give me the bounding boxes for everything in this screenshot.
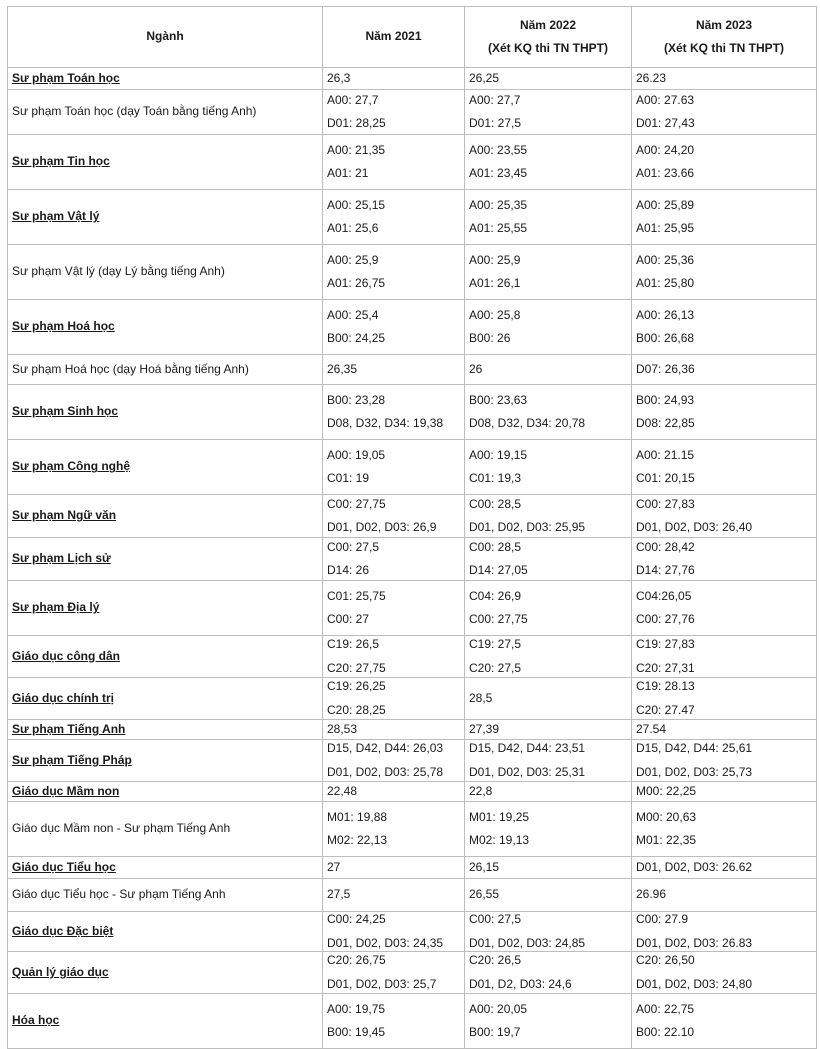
major-name: Sư phạm Tin học (12, 154, 110, 169)
score-value: 27.54 (636, 721, 667, 736)
score-value: D01, D02, D03: 24,35 (327, 935, 444, 950)
score-value: B00: 26 (469, 331, 511, 345)
score-value: A00: 19,75 (327, 1001, 386, 1016)
score-value: A00: 22,75 (636, 1001, 695, 1016)
score-value: A00: 27,7 (327, 92, 379, 107)
score-value: C00: 27,75 (469, 612, 528, 626)
major-name: Sư phạm Ngữ văn (12, 508, 117, 523)
score-value: C19: 27,5 (469, 637, 522, 652)
score-value: D01: 27,5 (469, 116, 522, 130)
score-value: C00: 27,75 (327, 496, 386, 511)
score-cell-y2021 (323, 952, 465, 994)
score-cell-y2021 (323, 912, 465, 952)
score-value: 28,53 (327, 721, 358, 736)
score-cell-y2023 (632, 68, 817, 90)
score-value: C20: 27,75 (327, 660, 386, 675)
major-name: Sư phạm Tiếng Anh (12, 721, 126, 736)
score-value: M01: 19,25 (469, 809, 530, 824)
score-value: C00: 28,5 (469, 539, 522, 554)
major-name: Sư phạm Công nghệ (12, 459, 131, 474)
score-cell-y2022 (465, 678, 632, 720)
score-cell-y2022 (465, 857, 632, 879)
score-cell-y2023 (632, 802, 817, 857)
major-name-cell (8, 90, 323, 135)
score-value: A00: 26,13 (636, 307, 695, 322)
score-value: C20: 27,31 (636, 660, 695, 675)
score-cell-y2023 (632, 720, 817, 740)
score-cell-y2022 (465, 440, 632, 495)
score-value: D01, D02, D03: 24,80 (636, 976, 753, 991)
score-value: D01, D02, D03: 25,78 (327, 764, 444, 779)
score-cell-y2022 (465, 190, 632, 245)
table-row (8, 355, 817, 385)
score-value: D01, D02, D03: 25,31 (469, 764, 586, 779)
score-value: D01, D02, D03: 25,95 (469, 520, 586, 534)
score-value: D01, D02, D03: 25,7 (327, 976, 437, 991)
table-row (8, 90, 817, 135)
score-value: B00: 24,25 (327, 331, 386, 345)
score-cell-y2021 (323, 440, 465, 495)
score-cell-y2023 (632, 300, 817, 355)
score-value: A00: 20,05 (469, 1001, 528, 1016)
score-value: 26,55 (469, 887, 500, 902)
major-name: Sư phạm Lịch sử (12, 551, 111, 566)
score-value: D15, D42, D44: 26,03 (327, 741, 444, 756)
score-value: A00: 21.15 (636, 447, 695, 462)
major-name-cell (8, 581, 323, 636)
score-cell-y2021 (323, 678, 465, 720)
major-name-cell (8, 355, 323, 385)
score-value: B00: 26,68 (636, 331, 695, 345)
score-value: B00: 23,28 (327, 392, 386, 407)
score-cell-y2023 (632, 538, 817, 581)
table-row (8, 782, 817, 802)
score-cell-y2021 (323, 740, 465, 782)
major-name: Sư phạm Địa lý (12, 600, 100, 615)
major-name-cell (8, 440, 323, 495)
score-value: B00: 22.10 (636, 1025, 695, 1039)
score-value: D15, D42, D44: 25,61 (636, 741, 753, 756)
score-cell-y2023 (632, 912, 817, 952)
score-value: D08, D32, D34: 20,78 (469, 416, 586, 430)
score-value: A00: 25,4 (327, 307, 379, 322)
score-value: C00: 27,83 (636, 496, 695, 511)
score-value: B00: 19,7 (469, 1025, 521, 1039)
score-value: C00: 27,5 (327, 539, 380, 554)
score-cell-y2023 (632, 90, 817, 135)
score-cell-y2022 (465, 636, 632, 678)
score-cell-y2021 (323, 879, 465, 912)
table-row (8, 952, 817, 994)
major-name-cell (8, 636, 323, 678)
score-value: 26,35 (327, 361, 358, 376)
major-name: Hóa học (12, 1013, 60, 1028)
table-row (8, 994, 817, 1049)
score-value: C04: 26,9 (469, 588, 522, 603)
score-cell-y2023 (632, 245, 817, 300)
score-cell-y2023 (632, 495, 817, 538)
header-row (8, 7, 817, 68)
major-name: Sư phạm Vật lý (12, 209, 100, 224)
score-value: A00: 25,9 (327, 252, 379, 267)
score-value: M00: 22,25 (636, 783, 697, 798)
score-value: 26 (469, 361, 483, 376)
table-row (8, 495, 817, 538)
major-name-cell (8, 879, 323, 912)
score-value: A01: 23.66 (636, 166, 695, 180)
major-name-cell (8, 740, 323, 782)
table-row (8, 720, 817, 740)
score-value: C19: 26,5 (327, 637, 380, 652)
score-value: 27,39 (469, 721, 500, 736)
score-value: C04:26,05 (636, 588, 692, 603)
score-value: A01: 21 (327, 166, 369, 180)
major-name-cell (8, 782, 323, 802)
score-cell-y2022 (465, 385, 632, 440)
score-value: 26.96 (636, 887, 667, 902)
score-value: C00: 27,76 (636, 612, 695, 626)
major-name-cell (8, 912, 323, 952)
major-name-cell (8, 952, 323, 994)
score-cell-y2023 (632, 879, 817, 912)
table-row (8, 538, 817, 581)
major-name: Giáo dục Tiểu học - Sư phạm Tiếng Anh (12, 887, 226, 902)
score-value: C20: 26,75 (327, 953, 386, 968)
score-value: C01: 25,75 (327, 588, 386, 603)
score-cell-y2021 (323, 68, 465, 90)
major-name-cell (8, 720, 323, 740)
score-cell-y2021 (323, 495, 465, 538)
header-major: Ngành (8, 7, 323, 68)
score-value: A00: 21,35 (327, 142, 386, 157)
score-value: B00: 24,93 (636, 392, 695, 407)
admission-score-table (7, 6, 817, 1049)
score-cell-y2023 (632, 857, 817, 879)
score-value: C01: 19,3 (469, 471, 522, 485)
score-value: C20: 26,5 (469, 953, 522, 968)
major-name-cell (8, 495, 323, 538)
score-value: D14: 27,76 (636, 563, 695, 577)
score-value: D01, D02, D03: 26.62 (636, 859, 753, 874)
score-value: M01: 22,35 (636, 833, 697, 847)
table-row (8, 190, 817, 245)
score-cell-y2022 (465, 952, 632, 994)
score-value: C01: 20,15 (636, 471, 695, 485)
score-value: A01: 25,80 (636, 276, 695, 290)
score-value: 26,15 (469, 859, 500, 874)
score-cell-y2022 (465, 538, 632, 581)
major-name: Sư phạm Hoá học (dạy Hoá bằng tiếng Anh) (12, 361, 249, 376)
score-value: C20: 27.47 (636, 702, 695, 717)
major-name: Sư phạm Toán học (12, 70, 120, 85)
score-cell-y2021 (323, 90, 465, 135)
score-value: B00: 23,63 (469, 392, 528, 407)
score-value: M01: 19,88 (327, 809, 388, 824)
score-value: A01: 23,45 (469, 166, 528, 180)
score-cell-y2021 (323, 355, 465, 385)
score-value: C00: 27 (327, 612, 370, 626)
table-row (8, 740, 817, 782)
score-cell-y2021 (323, 385, 465, 440)
score-value: A00: 23,55 (469, 142, 528, 157)
table-row (8, 912, 817, 952)
major-name-cell (8, 190, 323, 245)
score-value: C00: 27,5 (469, 912, 522, 927)
score-cell-y2022 (465, 782, 632, 802)
table-row (8, 857, 817, 879)
score-value: A01: 26,1 (469, 276, 521, 290)
score-value: D08, D32, D34: 19,38 (327, 416, 444, 430)
score-value: C00: 28,5 (469, 496, 522, 511)
score-value: A00: 27,7 (469, 92, 521, 107)
score-value: C19: 27,83 (636, 637, 695, 652)
score-value: A00: 19,05 (327, 447, 386, 462)
score-value: A00: 25,9 (469, 252, 521, 267)
major-name-cell (8, 68, 323, 90)
score-value: M02: 22,13 (327, 833, 388, 847)
score-cell-y2023 (632, 678, 817, 720)
major-name: Giáo dục chính trị (12, 690, 115, 705)
major-name: Sư phạm Toán học (dạy Toán bằng tiếng Anh) (12, 104, 257, 119)
score-cell-y2021 (323, 300, 465, 355)
score-value: 27,5 (327, 887, 351, 902)
table-row (8, 385, 817, 440)
score-cell-y2022 (465, 135, 632, 190)
score-value: D01, D2, D03: 24,6 (469, 976, 572, 991)
score-value: 26,3 (327, 70, 351, 85)
major-name: Sư phạm Vật lý (dạy Lý bằng tiếng Anh) (12, 264, 225, 279)
major-name: Sư phạm Tiếng Pháp (12, 752, 132, 767)
score-value: A00: 27.63 (636, 92, 695, 107)
score-value: C00: 27.9 (636, 912, 689, 927)
score-cell-y2022 (465, 994, 632, 1049)
major-name: Giáo dục công dân (12, 648, 121, 663)
score-cell-y2023 (632, 994, 817, 1049)
table-row (8, 135, 817, 190)
score-value: A00: 25,15 (327, 197, 386, 212)
major-name: Quản lý giáo dục (12, 964, 109, 979)
score-value: 26.23 (636, 70, 667, 85)
score-value: C19: 26,25 (327, 679, 386, 694)
score-value: D01, D02, D03: 26,40 (636, 520, 753, 534)
score-cell-y2021 (323, 581, 465, 636)
score-cell-y2021 (323, 802, 465, 857)
score-cell-y2022 (465, 581, 632, 636)
score-value: C20: 27,5 (469, 660, 522, 675)
score-value: D07: 26,36 (636, 361, 695, 376)
major-name: Sư phạm Sinh học (12, 404, 119, 419)
score-value: A00: 19,15 (469, 447, 528, 462)
score-cell-y2021 (323, 190, 465, 245)
table-row (8, 245, 817, 300)
score-cell-y2022 (465, 355, 632, 385)
score-cell-y2022 (465, 495, 632, 538)
score-value: A01: 26,75 (327, 276, 386, 290)
score-value: C20: 26,50 (636, 953, 695, 968)
score-cell-y2022 (465, 802, 632, 857)
table-row (8, 581, 817, 636)
table-row (8, 636, 817, 678)
score-value: D01: 27,43 (636, 116, 695, 130)
score-value: A00: 25,36 (636, 252, 695, 267)
score-value: 22,8 (469, 783, 493, 798)
score-cell-y2022 (465, 740, 632, 782)
score-value: C01: 19 (327, 471, 370, 485)
major-name-cell (8, 385, 323, 440)
score-value: M00: 20,63 (636, 809, 697, 824)
score-cell-y2022 (465, 879, 632, 912)
score-cell-y2021 (323, 720, 465, 740)
score-value: A01: 25,55 (469, 221, 528, 235)
score-cell-y2022 (465, 912, 632, 952)
major-name-cell (8, 994, 323, 1049)
major-name-cell (8, 538, 323, 581)
major-name: Giáo dục Tiểu học (12, 859, 116, 874)
score-value: 22,48 (327, 783, 358, 798)
score-value: D08: 22,85 (636, 416, 695, 430)
score-cell-y2023 (632, 782, 817, 802)
score-value: D01, D02, D03: 25,73 (636, 764, 753, 779)
score-value: A00: 25,35 (469, 197, 528, 212)
header-2021: Năm 2021 (323, 7, 465, 68)
major-name-cell (8, 245, 323, 300)
score-value: D01: 28,25 (327, 116, 386, 130)
score-value: 27 (327, 859, 341, 874)
score-cell-y2023 (632, 740, 817, 782)
major-name-cell (8, 678, 323, 720)
score-value: D14: 27,05 (469, 563, 528, 577)
table-row (8, 802, 817, 857)
score-value: C00: 24,25 (327, 912, 386, 927)
major-name: Giáo dục Mầm non (12, 783, 120, 798)
score-value: D14: 26 (327, 563, 370, 577)
score-cell-y2022 (465, 90, 632, 135)
score-cell-y2021 (323, 538, 465, 581)
score-cell-y2023 (632, 355, 817, 385)
major-name-cell (8, 802, 323, 857)
score-cell-y2023 (632, 440, 817, 495)
header-2022: Năm 2022 (Xét KQ thi TN THPT) (465, 7, 632, 68)
score-cell-y2023 (632, 135, 817, 190)
score-cell-y2021 (323, 636, 465, 678)
score-cell-y2023 (632, 636, 817, 678)
score-cell-y2021 (323, 245, 465, 300)
score-cell-y2022 (465, 300, 632, 355)
score-value: A01: 25,6 (327, 221, 379, 235)
score-value: C20: 28,25 (327, 702, 386, 717)
score-cell-y2021 (323, 857, 465, 879)
table-row (8, 879, 817, 912)
score-value: C00: 28,42 (636, 539, 695, 554)
table-row (8, 68, 817, 90)
score-cell-y2023 (632, 385, 817, 440)
score-value: D01, D02, D03: 26.83 (636, 935, 753, 950)
score-value: A01: 25,95 (636, 221, 695, 235)
score-value: 26,25 (469, 70, 500, 85)
score-cell-y2023 (632, 190, 817, 245)
major-name-cell (8, 135, 323, 190)
score-value: C19: 28.13 (636, 679, 695, 694)
score-cell-y2021 (323, 135, 465, 190)
score-value: D15, D42, D44: 23,51 (469, 741, 586, 756)
major-name: Giáo dục Mầm non - Sư phạm Tiếng Anh (12, 821, 231, 836)
table-row (8, 300, 817, 355)
score-cell-y2021 (323, 782, 465, 802)
score-cell-y2023 (632, 581, 817, 636)
table-row (8, 440, 817, 495)
score-value: D01, D02, D03: 26,9 (327, 520, 437, 534)
score-value: M02: 19,13 (469, 833, 530, 847)
score-value: B00: 19,45 (327, 1025, 386, 1039)
score-cell-y2021 (323, 994, 465, 1049)
major-name-cell (8, 857, 323, 879)
score-cell-y2022 (465, 720, 632, 740)
score-cell-y2022 (465, 68, 632, 90)
header-2023: Năm 2023 (Xét KQ thi TN THPT) (632, 7, 817, 68)
score-value: A00: 25,89 (636, 197, 695, 212)
score-value: A00: 25,8 (469, 307, 521, 322)
score-value: A00: 24,20 (636, 142, 695, 157)
major-name-cell (8, 300, 323, 355)
score-cell-y2023 (632, 952, 817, 994)
score-value: 28,5 (469, 690, 493, 705)
score-value: D01, D02, D03: 24,85 (469, 935, 586, 950)
major-name: Sư phạm Hoá học (12, 319, 115, 334)
major-name: Giáo dục Đặc biệt (12, 923, 114, 938)
score-cell-y2022 (465, 245, 632, 300)
table-row (8, 678, 817, 720)
